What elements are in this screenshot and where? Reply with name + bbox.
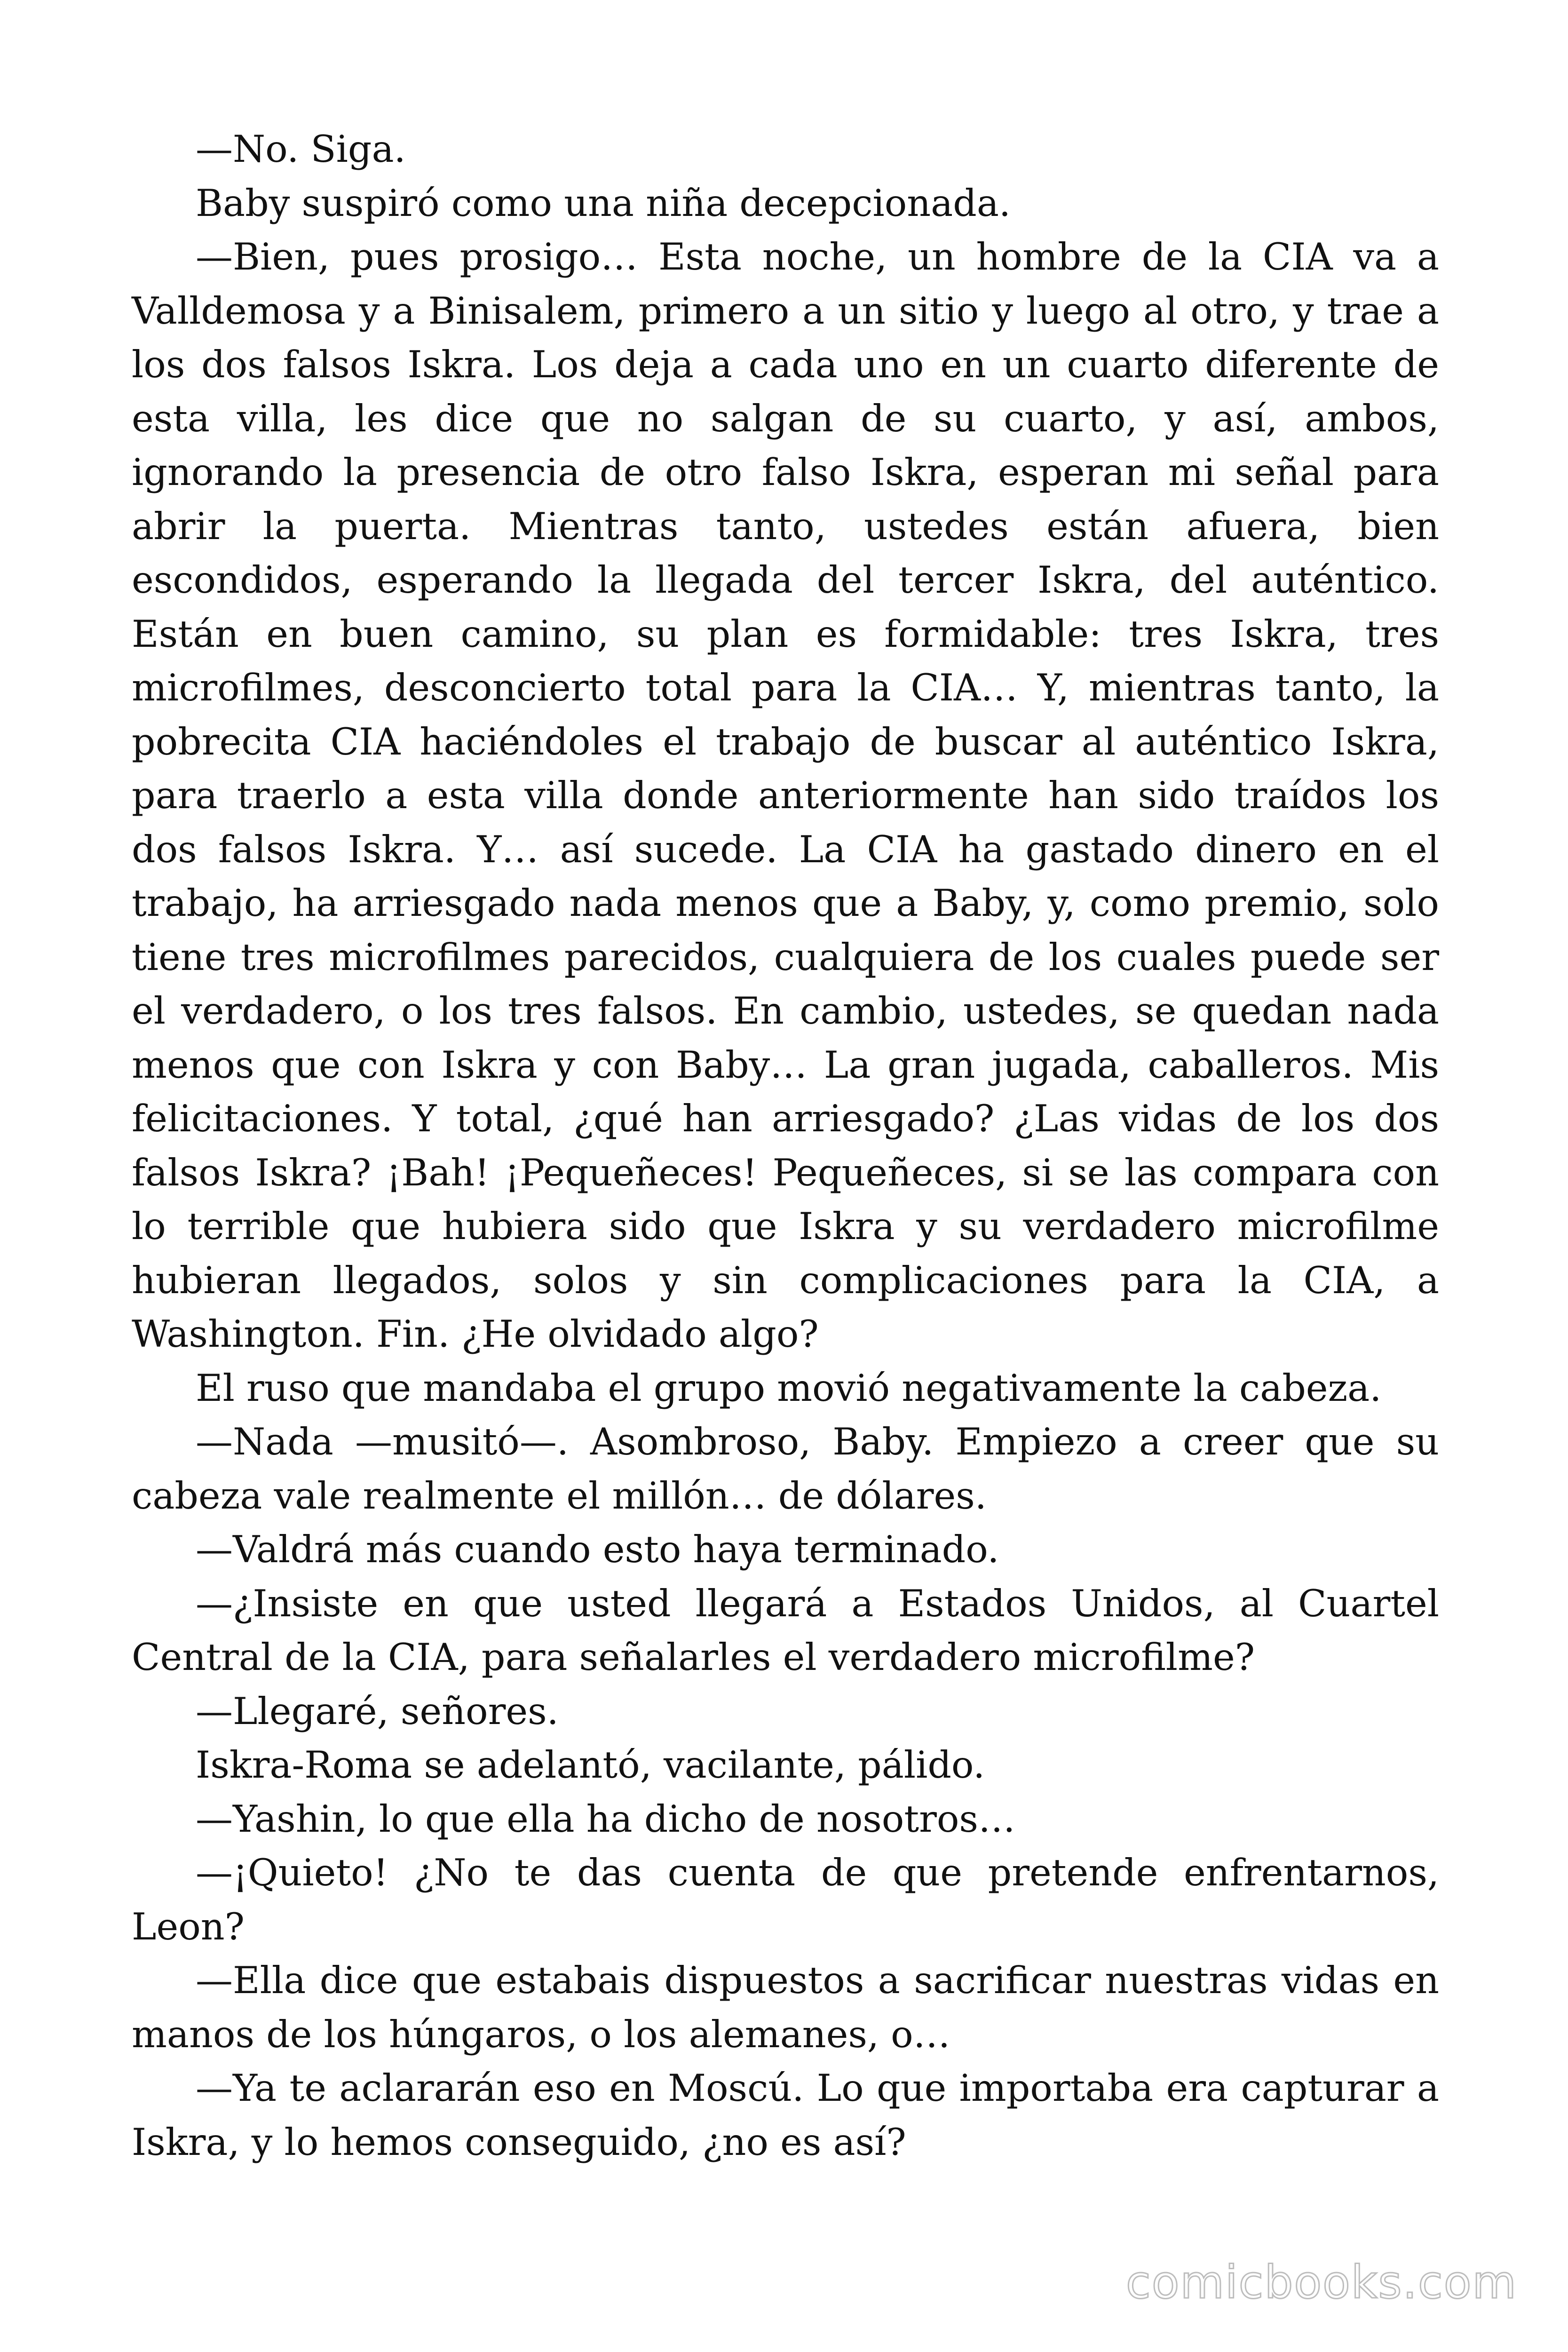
paragraph-4: El ruso que mandaba el grupo movió negativamente la cabeza. xyxy=(196,1366,1382,1410)
paragraph-12: —Ella dice que estabais dispuestos a sacrificar nuestras vidas en manos de los húngaros, o los alemanes, o… xyxy=(132,1959,1439,2056)
paragraph-1: —No. Siga. xyxy=(196,127,406,171)
paragraph-9: Iskra-Roma se adelantó, vacilante, pálido. xyxy=(196,1743,985,1787)
paragraph-8: —Llegaré, señores. xyxy=(196,1689,559,1733)
paragraph-7: —¿Insiste en que usted llegará a Estados Unidos, al Cuartel Central de la CIA, para señalarles el verdadero microfilme? xyxy=(132,1581,1439,1679)
paragraph-13: —Ya te aclararán eso en Moscú. Lo que importaba era capturar a Iskra, y lo hemos conseguido, ¿no es así? xyxy=(132,2066,1439,2164)
paragraph-3: —Bien, pues prosigo… Esta noche, un hombre de la CIA va a Valldemosa y a Binisalem, primero a un sitio y luego al otro, y trae a los dos falsos Iskra. Los deja a cada uno en un cuarto diferente de esta villa, les dice que no salgan de su cuarto, y así, ambos, ignorando la presencia de otro falso Iskra, esperan mi señal para abrir la puerta. Mientras tanto, ustedes están afuera, bien escondidos, esperando la llegada del tercer Iskra, del auténtico. Están en buen camino, su plan es formidable: tres Iskra, tres microfilmes, desconcierto total para la CIA… Y, mientras tanto, la pobrecita CIA haciéndoles el trabajo de buscar al auténtico Iskra, para traerlo a esta villa donde anteriormente han sido traídos los dos falsos Iskra. Y… así sucede. La CIA ha gastado dinero en el trabajo, ha arriesgado nada menos que a Baby, y, como premio, solo tiene tres microfilmes parecidos, cualquiera de los cuales puede ser el verdadero, o los tres falsos. En cambio, ustedes, se quedan nada menos que con Iskra y con Baby… La gran jugada, caballeros. Mis felicitaciones. Y total, ¿qué han arriesgado? ¿Las vidas de los dos falsos Iskra? ¡Bah! ¡Pequeñeces! Pequeñeces, si se las compara con lo terrible que hubiera sido que Iskra y su verdadero microfilme hubieran llegados, solos y sin complicaciones para la CIA, a Washington. Fin. ¿He olvidado algo? xyxy=(132,235,1439,1356)
paragraph-10: —Yashin, lo que ella ha dicho de nosotros… xyxy=(196,1797,1015,1841)
paragraph-11: —¡Quieto! ¿No te das cuenta de que pretende enfrentarnos, Leon? xyxy=(132,1851,1439,1948)
paragraph-5: —Nada —musitó—. Asombroso, Baby. Empiezo a creer que su cabeza vale realmente el millón… de dólares. xyxy=(132,1420,1439,1518)
paragraph-6: —Valdrá más cuando esto haya terminado. xyxy=(196,1528,999,1571)
book-page-text xyxy=(132,122,1439,2169)
watermark: comicbooks.com xyxy=(1125,2256,1517,2309)
paragraph-2: Baby suspiró como una niña decepcionada. xyxy=(196,181,1011,225)
